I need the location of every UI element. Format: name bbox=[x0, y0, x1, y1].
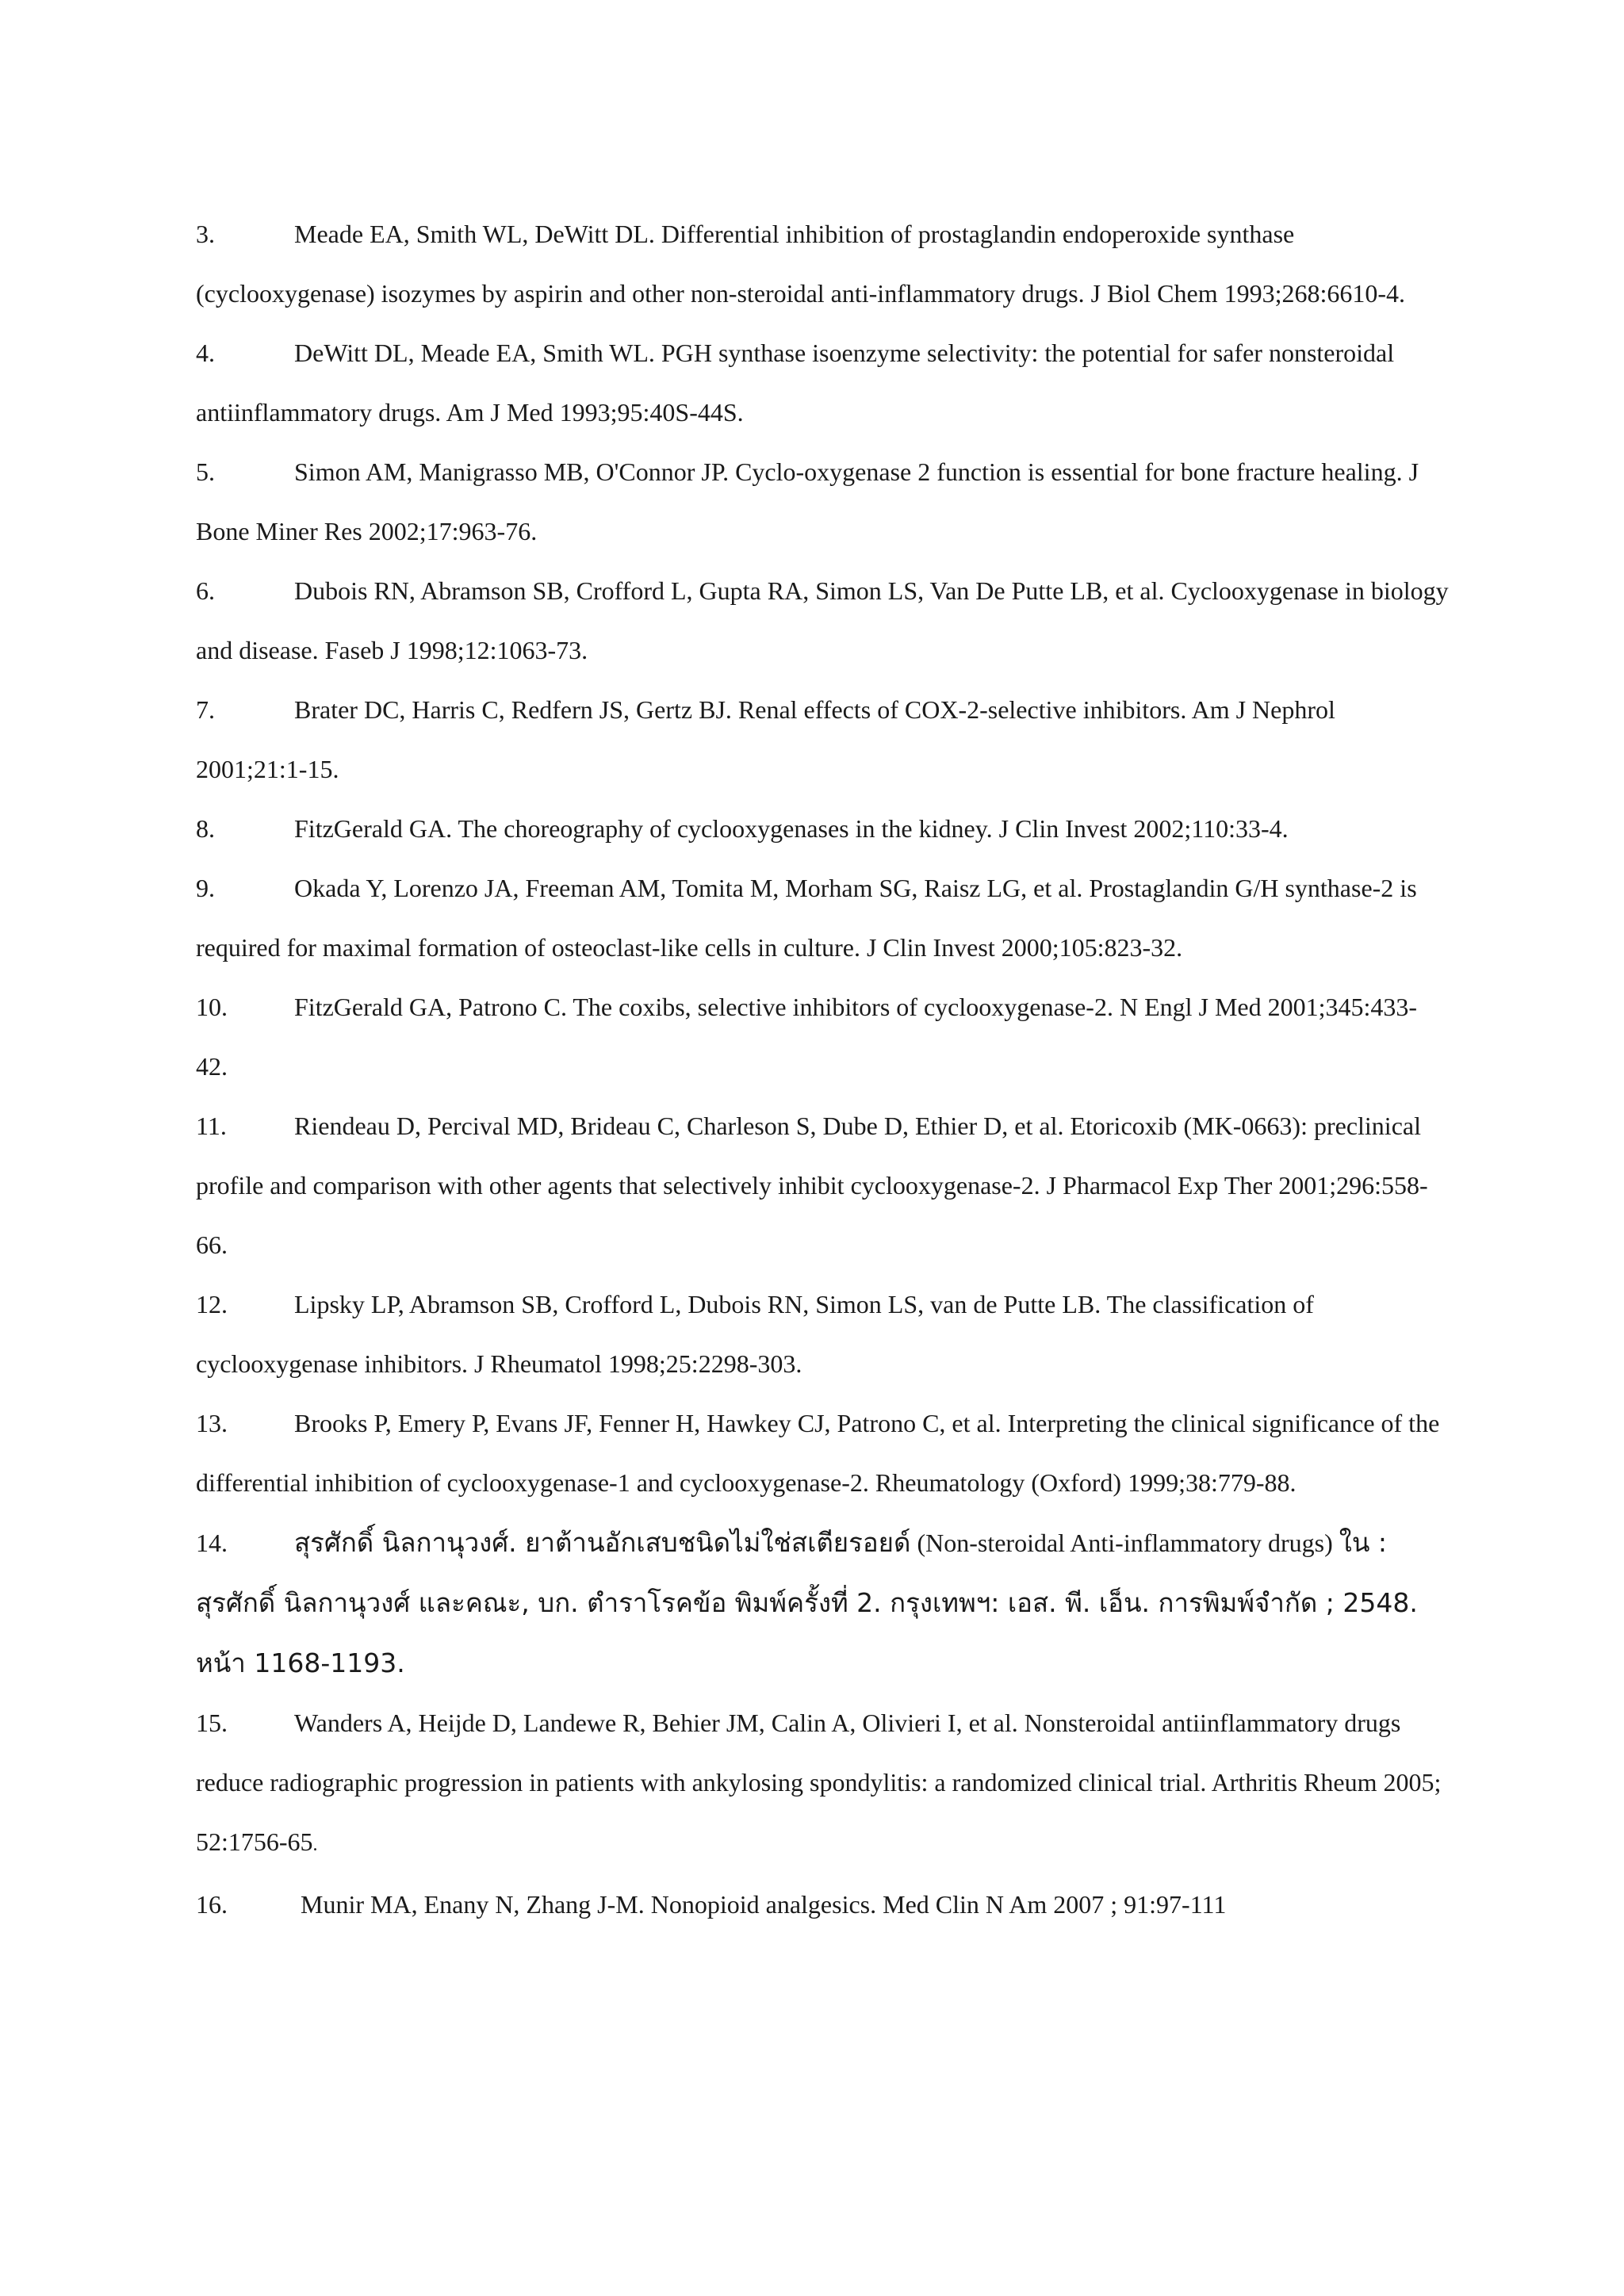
reference-number: 11. bbox=[196, 1112, 227, 1140]
reference-number: 10. bbox=[196, 993, 228, 1021]
reference-number: 7. bbox=[196, 695, 215, 724]
reference-text: FitzGerald GA, Patrono C. The coxibs, selective inhibitors of cyclooxygenase-2. N Engl J Med 2001;345:433-42. bbox=[196, 993, 1418, 1081]
reference-text-thai-source: ใน : สุรศักดิ์ นิลกานุวงศ์ และคณะ, บก. ตำราโรคข้อ พิมพ์ครั้งที่ 2. กรุงเทพฯ: เอส. พี. เอ็น. การพิมพ์จำกัด ; 2548. หน้า 1168-1193. bbox=[196, 1527, 1418, 1678]
reference-number: 8. bbox=[196, 814, 215, 843]
reference-item bbox=[196, 561, 1449, 680]
reference-number: 3. bbox=[196, 220, 215, 248]
reference-item bbox=[196, 799, 1449, 859]
reference-number: 15. bbox=[196, 1709, 228, 1737]
reference-item bbox=[196, 1096, 1449, 1275]
reference-text: Brooks P, Emery P, Evans JF, Fenner H, Hawkey CJ, Patrono C, et al. Interpreting the clinical significance of the differential inhibition of cyclooxygenase-1 and cyclooxygenase-2. Rheumatology (Oxford) 1999;38:779-88. bbox=[196, 1409, 1440, 1497]
reference-text-english-title: (Non-steroidal Anti-inflammatory drugs) bbox=[910, 1529, 1339, 1557]
reference-item bbox=[196, 442, 1449, 561]
reference-text: Wanders A, Heijde D, Landewe R, Behier JM, Calin A, Olivieri I, et al. Nonsteroidal antiinflammatory drugs reduce radiographic progression in patients with ankylosing spondylitis: a randomized clinical trial. Arthritis Rheum 2005; 52:1756-65 bbox=[196, 1709, 1442, 1856]
reference-text: Dubois RN, Abramson SB, Crofford L, Gupta RA, Simon LS, Van De Putte LB, et al. Cyclooxygenase in biology and disease. Faseb J 1998;12:1063-73. bbox=[196, 576, 1449, 664]
reference-item bbox=[196, 978, 1449, 1096]
reference-number: 16. bbox=[196, 1890, 228, 1919]
reference-text: Brater DC, Harris C, Redfern JS, Gertz BJ. Renal effects of COX-2-selective inhibitors. Am J Nephrol 2001;21:1-15. bbox=[196, 695, 1335, 783]
reference-number: 12. bbox=[196, 1290, 228, 1318]
reference-text-thai-author-title: สุรศักดิ์ นิลกานุวงศ์. ยาต้านอักเสบชนิดไม่ใช่สเตียรอยด์ bbox=[294, 1527, 911, 1558]
reference-number: 14. bbox=[196, 1529, 228, 1557]
reference-number: 13. bbox=[196, 1409, 228, 1437]
reference-text: DeWitt DL, Meade EA, Smith WL. PGH synthase isoenzyme selectivity: the potential for safer nonsteroidal antiinflammatory drugs. Am J Med 1993;95:40S-44S. bbox=[196, 339, 1395, 427]
reference-item bbox=[196, 1275, 1449, 1394]
reference-item bbox=[196, 859, 1449, 978]
reference-item bbox=[196, 205, 1449, 323]
reference-text: FitzGerald GA. The choreography of cyclooxygenases in the kidney. J Clin Invest 2002;110:33-4. bbox=[294, 814, 1289, 843]
reference-item bbox=[196, 1394, 1449, 1513]
reference-item bbox=[196, 1693, 1449, 1875]
reference-list bbox=[196, 205, 1449, 1934]
reference-text: Simon AM, Manigrasso MB, O'Connor JP. Cyclo-oxygenase 2 function is essential for bone fracture healing. J Bone Miner Res 2002;17:963-76. bbox=[196, 457, 1419, 545]
reference-text: Munir MA, Enany N, Zhang J-M. Nonopioid analgesics. Med Clin N Am 2007 ; 91:97-111 bbox=[294, 1890, 1227, 1919]
reference-item-thai bbox=[196, 1513, 1449, 1693]
reference-text: Okada Y, Lorenzo JA, Freeman AM, Tomita M, Morham SG, Raisz LG, et al. Prostaglandin G/H synthase-2 is required for maximal formation of osteoclast-like cells in culture. J Clin Invest 2000;105:823-32. bbox=[196, 874, 1417, 962]
reference-number: 4. bbox=[196, 339, 215, 367]
reference-number: 6. bbox=[196, 576, 215, 605]
reference-item bbox=[196, 680, 1449, 799]
reference-number: 5. bbox=[196, 457, 215, 486]
reference-text: Riendeau D, Percival MD, Brideau C, Charleson S, Dube D, Ethier D, et al. Etoricoxib (MK-0663): preclinical profile and comparison with other agents that selectively inhibit cyclooxygenase-2. J Pharmacol Exp Ther 2001;296:558-66. bbox=[196, 1112, 1428, 1259]
reference-number: 9. bbox=[196, 874, 215, 902]
reference-text: Lipsky LP, Abramson SB, Crofford L, Dubois RN, Simon LS, van de Putte LB. The classification of cyclooxygenase inhibitors. J Rheumatol 1998;25:2298-303. bbox=[196, 1290, 1314, 1378]
reference-text-tail: . bbox=[312, 1835, 318, 1855]
reference-text: Meade EA, Smith WL, DeWitt DL. Differential inhibition of prostaglandin endoperoxide synthase (cyclooxygenase) isozymes by aspirin and other non-steroidal anti-inflammatory drugs. J Biol Chem 1993;268:6610-4. bbox=[196, 220, 1406, 308]
reference-item bbox=[196, 323, 1449, 442]
reference-item bbox=[196, 1875, 1449, 1934]
